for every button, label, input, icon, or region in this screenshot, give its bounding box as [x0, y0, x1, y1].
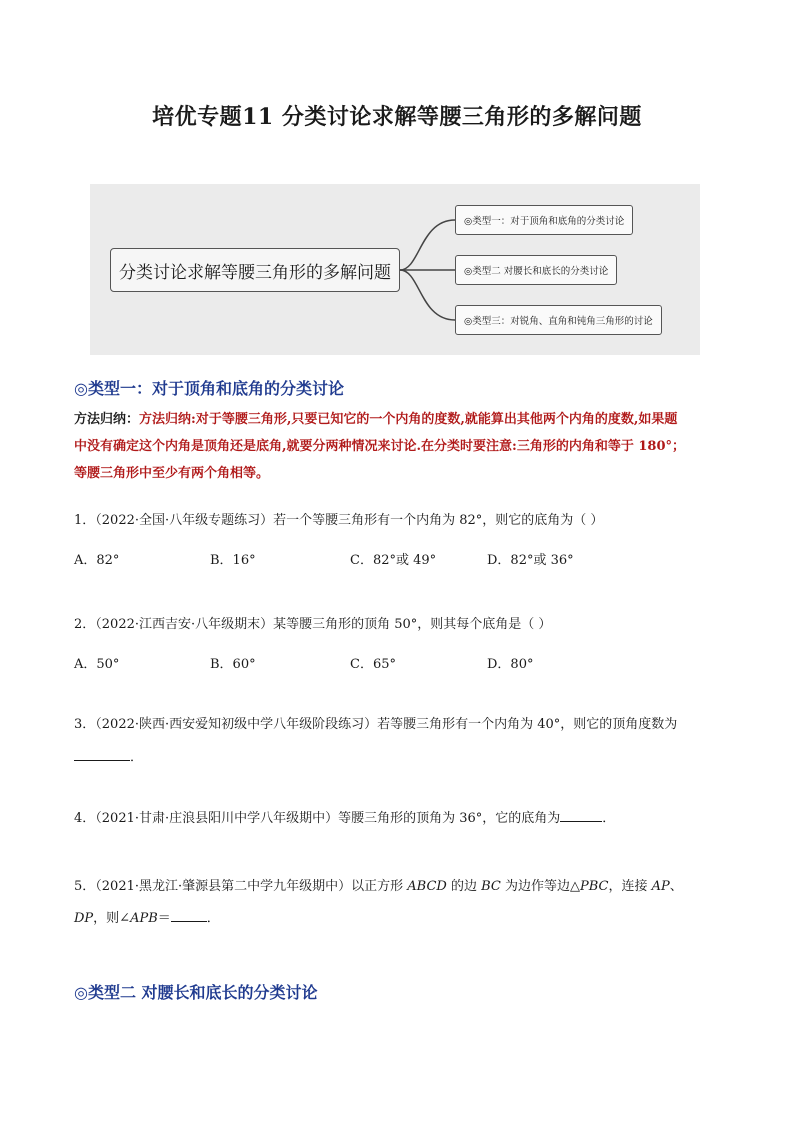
q1-option-b: B．16°: [210, 553, 256, 568]
question-4: [74, 809, 734, 829]
q5-text: ，则∠: [93, 911, 131, 926]
q5-var: DP: [74, 911, 94, 926]
q5-var: BC: [481, 879, 501, 894]
q5-text: 的边: [446, 879, 482, 894]
mind-map: [90, 184, 700, 355]
q5-text: ，连接: [608, 879, 652, 894]
q2-option-d: D．80°: [487, 657, 534, 672]
mind-map-node-type3: ◎类型三：对锐角、直角和钝角三角形的讨论: [455, 305, 662, 335]
q5-var: AP: [651, 879, 670, 894]
answer-blank[interactable]: [171, 909, 207, 922]
section-heading-type1: ◎类型一：对于顶角和底角的分类讨论: [74, 379, 344, 398]
q2-option-c: C．65°: [350, 657, 396, 672]
q5-text: ＝: [157, 911, 171, 926]
method-summary: [74, 406, 734, 487]
q5-tail: ．: [206, 911, 220, 926]
q3-tail: ．: [130, 750, 144, 765]
q1-option-c: C．82°或 49°: [350, 553, 437, 568]
method-line-2: 中没有确定这个内角是顶角还是底角,就要分两种情况来讨论.在分类时要注意:三角形的内角和等于 180°；: [74, 439, 686, 454]
question-3-answer-line: [74, 748, 734, 768]
q2-option-a: A．50°: [74, 657, 120, 672]
section-heading-type2: ◎类型二 对腰长和底长的分类讨论: [74, 983, 318, 1002]
answer-blank[interactable]: [74, 748, 130, 761]
answer-blank[interactable]: [560, 809, 602, 822]
q5-var: ABCD: [407, 879, 447, 894]
q1-option-d: D．82°或 36°: [487, 553, 574, 568]
q4-text: 4．（2021·甘肃·庄浪县阳川中学八年级期中）等腰三角形的顶角为 36°，它的底角为: [74, 811, 561, 826]
mind-map-node-type1: ◎类型一：对于顶角和底角的分类讨论: [455, 205, 633, 235]
mind-map-root: 分类讨论求解等腰三角形的多解问题: [110, 248, 400, 292]
question-2: 2．（2022·江西吉安·八年级期末）某等腰三角形的顶角 50°，则其每个底角是（ ）: [74, 617, 552, 632]
page-title: 培优专题11 分类讨论求解等腰三角形的多解问题: [152, 104, 642, 130]
question-5: [74, 871, 734, 935]
q5-text: 5．（2021·黑龙江·肇源县第二中学九年级期中）以正方形: [74, 879, 408, 894]
method-label: 方法归纳：: [74, 412, 140, 427]
question-3: 3．（2022·陕西·西安爱知初级中学八年级阶段练习）若等腰三角形有一个内角为 40°，则它的顶角度数为: [74, 717, 678, 732]
method-line-1: [74, 406, 734, 433]
q1-option-a: A．82°: [74, 553, 120, 568]
q2-option-b: B．60°: [210, 657, 256, 672]
method-text-1: 方法归纳:对于等腰三角形,只要已知它的一个内角的度数,就能算出其他两个内角的度数,如果题: [139, 412, 678, 427]
q5-var: PBC: [579, 879, 609, 894]
q5-text: 、: [669, 879, 683, 894]
q4-tail: ．: [602, 811, 616, 826]
mind-map-node-type2: ◎类型二 对腰长和底长的分类讨论: [455, 255, 617, 285]
q5-text: 为边作等边△: [500, 879, 580, 894]
question-1: 1．（2022·全国·八年级专题练习）若一个等腰三角形有一个内角为 82°，则它的底角为（ ）: [74, 513, 604, 528]
q5-var: APB: [130, 911, 158, 926]
method-line-3: 等腰三角形中至少有两个角相等。: [74, 466, 270, 481]
